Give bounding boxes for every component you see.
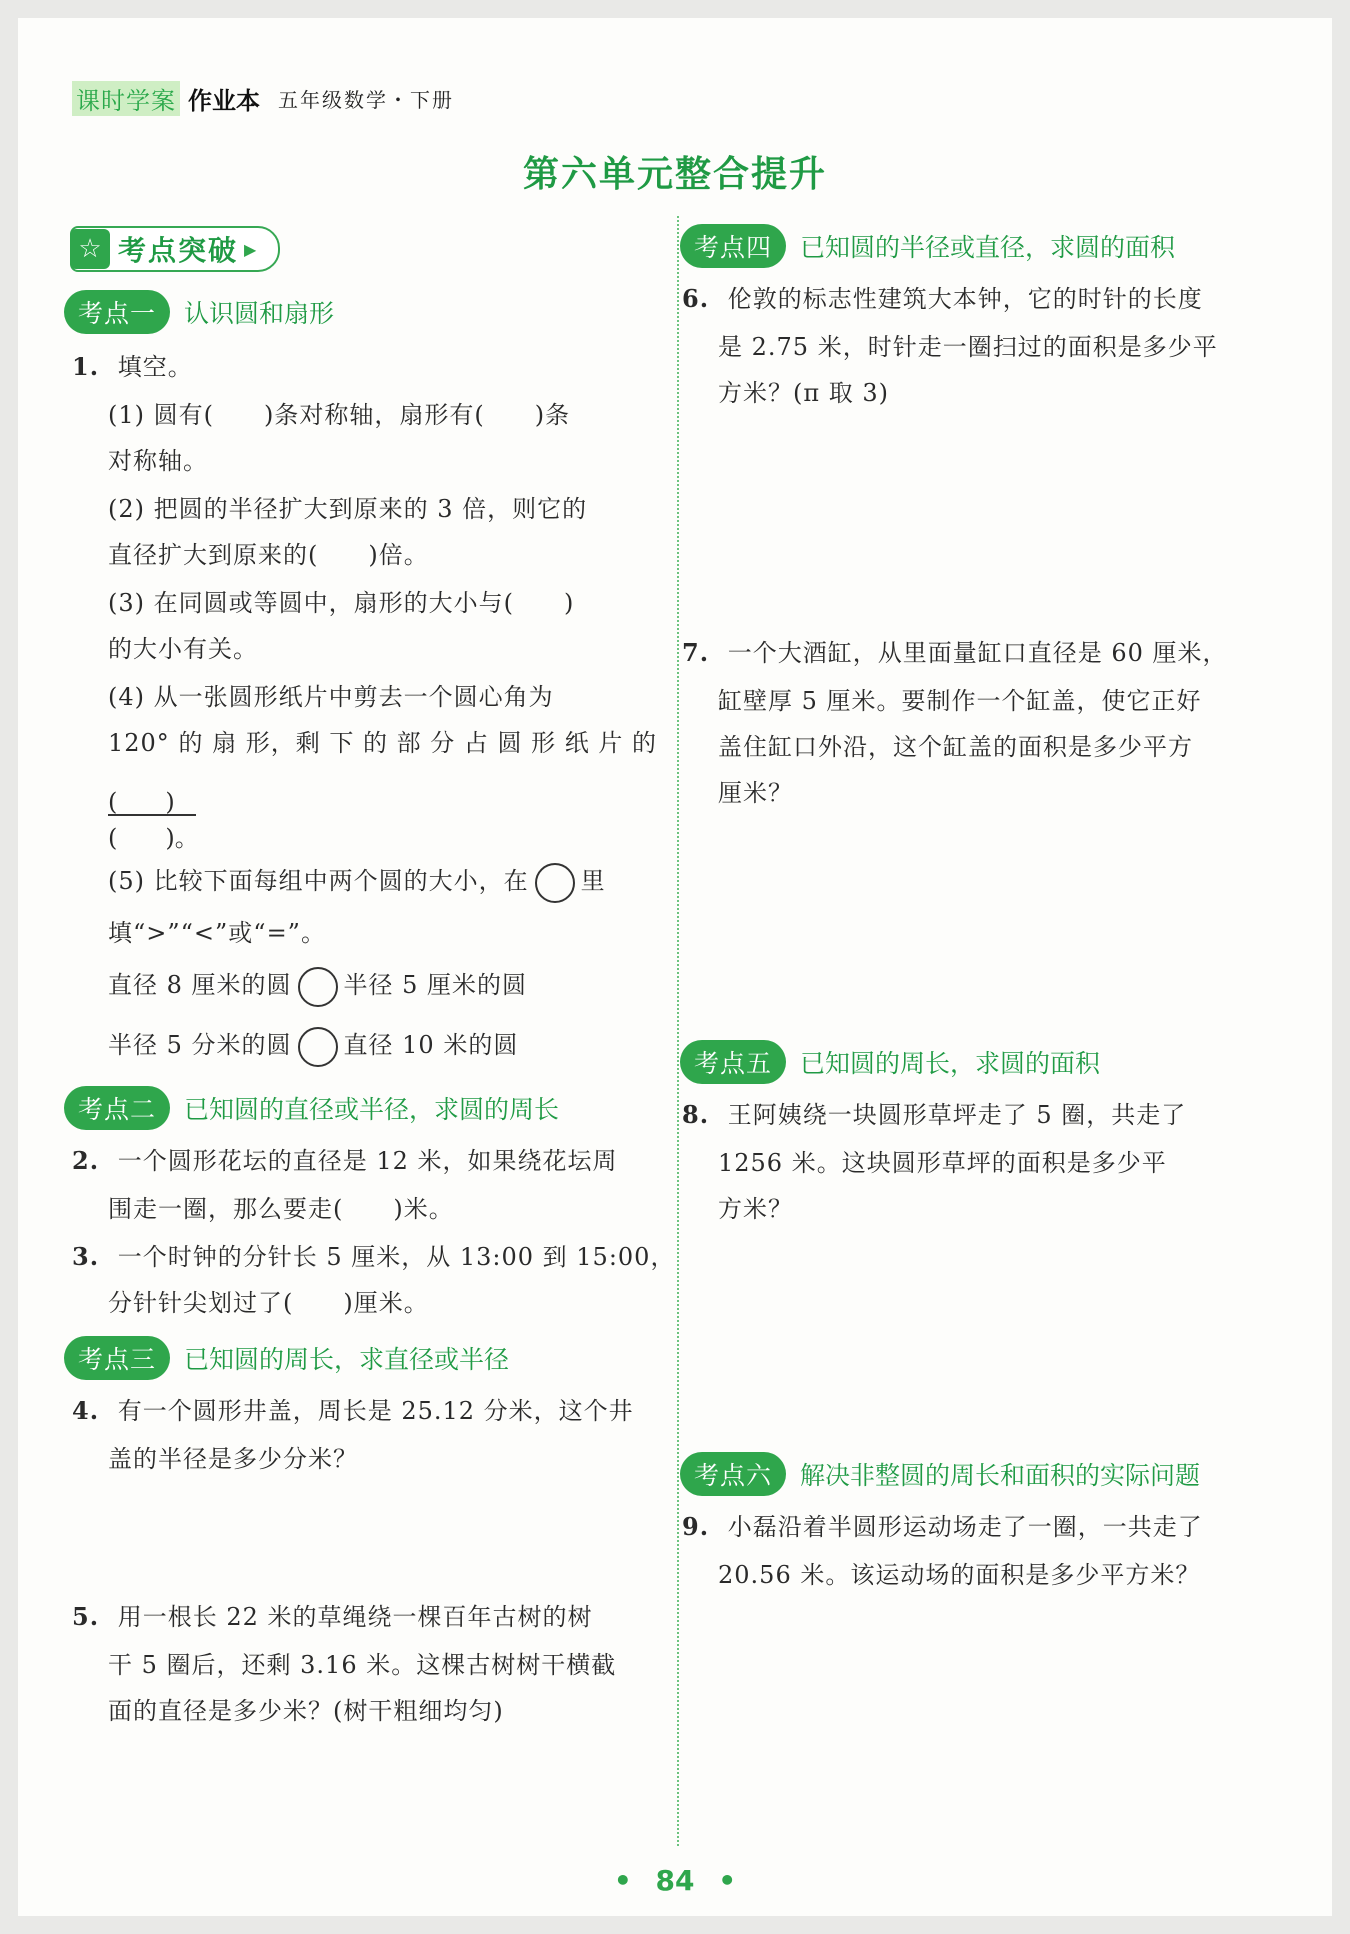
question-stem: 填空。 (117, 353, 193, 381)
question-2 (72, 1138, 618, 1184)
kaodian-3 (64, 1336, 509, 1380)
question-line: 围走一圈，那么要走( )米。 (108, 1195, 454, 1223)
question-line: 20.56 米。该运动场的面积是多少平方米？ (718, 1561, 1201, 1589)
question-line: 是 2.75 米，时针走一圈扫过的面积是多少平 (718, 333, 1218, 361)
compare-circle[interactable] (298, 1027, 338, 1067)
brand-name: 课时学案 (72, 81, 180, 116)
fraction-bar (108, 814, 196, 816)
q1-part2-line1: (2) 把圆的半径扩大到原来的 3 倍，则它的 (108, 495, 588, 523)
q1-fraction (108, 776, 208, 856)
compare-right: 直径 10 米的圆 (343, 1031, 519, 1059)
q1-part4-line1: (4) 从一张圆形纸片中剪去一个圆心角为 (108, 683, 554, 711)
kaodian-label: 考点一 (64, 290, 170, 334)
q1-part5-line2: 填“>”“<”或“=”。 (108, 919, 326, 947)
compare-right: 半径 5 厘米的圆 (343, 971, 528, 999)
question-6 (682, 276, 1203, 322)
q1-part5-text-end: 里 (580, 867, 606, 895)
question-7 (682, 630, 1228, 676)
compare-circle[interactable] (298, 967, 338, 1007)
fraction-numerator: ( ) (108, 788, 175, 816)
question-line: 方米？ (718, 1195, 793, 1223)
kaodian-label: 考点六 (680, 1452, 786, 1496)
question-3 (72, 1234, 675, 1280)
question-line: 分针针尖划过了( )厘米。 (108, 1289, 429, 1317)
q1-part5-text: (5) 比较下面每组中两个圆的大小，在 (108, 867, 529, 895)
question-number: 9. (682, 1512, 710, 1541)
kaodian-title: 已知圆的周长，求圆的面积 (800, 1049, 1101, 1078)
book-subtitle: 五年级数学・下册 (278, 87, 454, 112)
q1-part4-line2: 120° 的 扇 形，剩 下 的 部 分 占 圆 形 纸 片 的 (108, 729, 657, 757)
kaodian-label: 考点二 (64, 1086, 170, 1130)
q1-part3-line2: 的大小有关。 (108, 635, 258, 663)
bullet-icon: • (613, 1864, 632, 1897)
page-number-value: 84 (655, 1864, 695, 1897)
brand-workbook: 作业本 (188, 86, 260, 115)
kaodian-4 (680, 224, 1175, 268)
question-9 (682, 1504, 1203, 1550)
q1-part1-line1: (1) 圆有( )条对称轴，扇形有( )条 (108, 401, 571, 429)
kaodian-title: 解决非整圆的周长和面积的实际问题 (800, 1461, 1201, 1490)
compare-left: 半径 5 分米的圆 (108, 1031, 292, 1059)
q1-part2-line2: 直径扩大到原来的( )倍。 (108, 541, 429, 569)
kaodian-title: 已知圆的半径或直径，求圆的面积 (800, 233, 1176, 262)
question-line: 缸壁厚 5 厘米。要制作一个缸盖，使它正好 (718, 687, 1202, 715)
fraction-denominator: ( )。 (108, 824, 199, 852)
question-line: 盖的半径是多少分米？ (108, 1445, 358, 1473)
kaodian-1 (64, 290, 334, 334)
question-number: 5. (72, 1602, 100, 1631)
page-number (18, 1864, 1332, 1897)
kaodian-title: 已知圆的周长，求直径或半径 (184, 1345, 510, 1374)
section-banner (70, 226, 280, 272)
question-line: 伦敦的标志性建筑大本钟，它的时针的长度 (727, 285, 1203, 313)
kaodian-label: 考点四 (680, 224, 786, 268)
kaodian-6 (680, 1452, 1200, 1496)
compare-row-1 (108, 962, 527, 1008)
page-title: 第六单元整合提升 (522, 154, 827, 195)
question-number: 3. (72, 1242, 100, 1271)
kaodian-title: 已知圆的直径或半径，求圆的周长 (184, 1095, 560, 1124)
question-line: 有一个圆形井盖，周长是 25.12 分米，这个井 (117, 1397, 634, 1425)
question-line: 小磊沿着半圆形运动场走了一圈，一共走了 (727, 1513, 1203, 1541)
question-number: 6. (682, 284, 710, 313)
question-line: 面的直径是多少米？(树干粗细均匀) (108, 1697, 504, 1725)
page (18, 18, 1332, 1916)
question-line: 一个大酒缸，从里面量缸口直径是 60 厘米， (727, 639, 1228, 667)
question-4 (72, 1388, 634, 1434)
question-line: 盖住缸口外沿，这个缸盖的面积是多少平方 (718, 733, 1193, 761)
compare-left: 直径 8 厘米的圆 (108, 971, 292, 999)
kaodian-label: 考点五 (680, 1040, 786, 1084)
kaodian-title: 认识圆和扇形 (184, 299, 335, 328)
question-8 (682, 1092, 1186, 1138)
column-divider (677, 216, 679, 1846)
question-line: 干 5 圈后，还剩 3.16 米。这棵古树树干横截 (108, 1651, 617, 1679)
question-line: 厘米？ (718, 779, 793, 807)
answer-circle[interactable] (535, 863, 575, 903)
question-line: 方米？(π 取 3) (718, 379, 890, 407)
question-number: 8. (682, 1100, 710, 1129)
question-line: 一个圆形花坛的直径是 12 米，如果绕花坛周 (117, 1147, 618, 1175)
kaodian-2 (64, 1086, 559, 1130)
question-line: 用一根长 22 米的草绳绕一棵百年古树的树 (117, 1603, 593, 1631)
question-number: 4. (72, 1396, 100, 1425)
question-line: 一个时钟的分针长 5 厘米，从 13:00 到 15:00， (117, 1243, 676, 1271)
bullet-icon: • (718, 1864, 737, 1897)
question-number: 1. (72, 352, 100, 381)
q1-part1-line2: 对称轴。 (108, 447, 208, 475)
arrow-right-icon: ▶ (244, 239, 257, 259)
question-line: 1256 米。这块圆形草坪的面积是多少平 (718, 1149, 1167, 1177)
q1-part3-line1: (3) 在同圆或等圆中，扇形的大小与( ) (108, 589, 575, 617)
kaodian-label: 考点三 (64, 1336, 170, 1380)
question-number: 7. (682, 638, 710, 667)
star-icon: ☆ (70, 229, 110, 269)
compare-row-2 (108, 1022, 518, 1068)
question-5 (72, 1594, 593, 1640)
question-number: 2. (72, 1146, 100, 1175)
section-label: 考点突破 (118, 234, 239, 267)
header (72, 78, 454, 118)
q1-part5-line1 (108, 858, 606, 904)
kaodian-5 (680, 1040, 1100, 1084)
question-line: 王阿姨绕一块圆形草坪走了 5 圈，共走了 (727, 1101, 1187, 1129)
question-1 (72, 344, 193, 390)
